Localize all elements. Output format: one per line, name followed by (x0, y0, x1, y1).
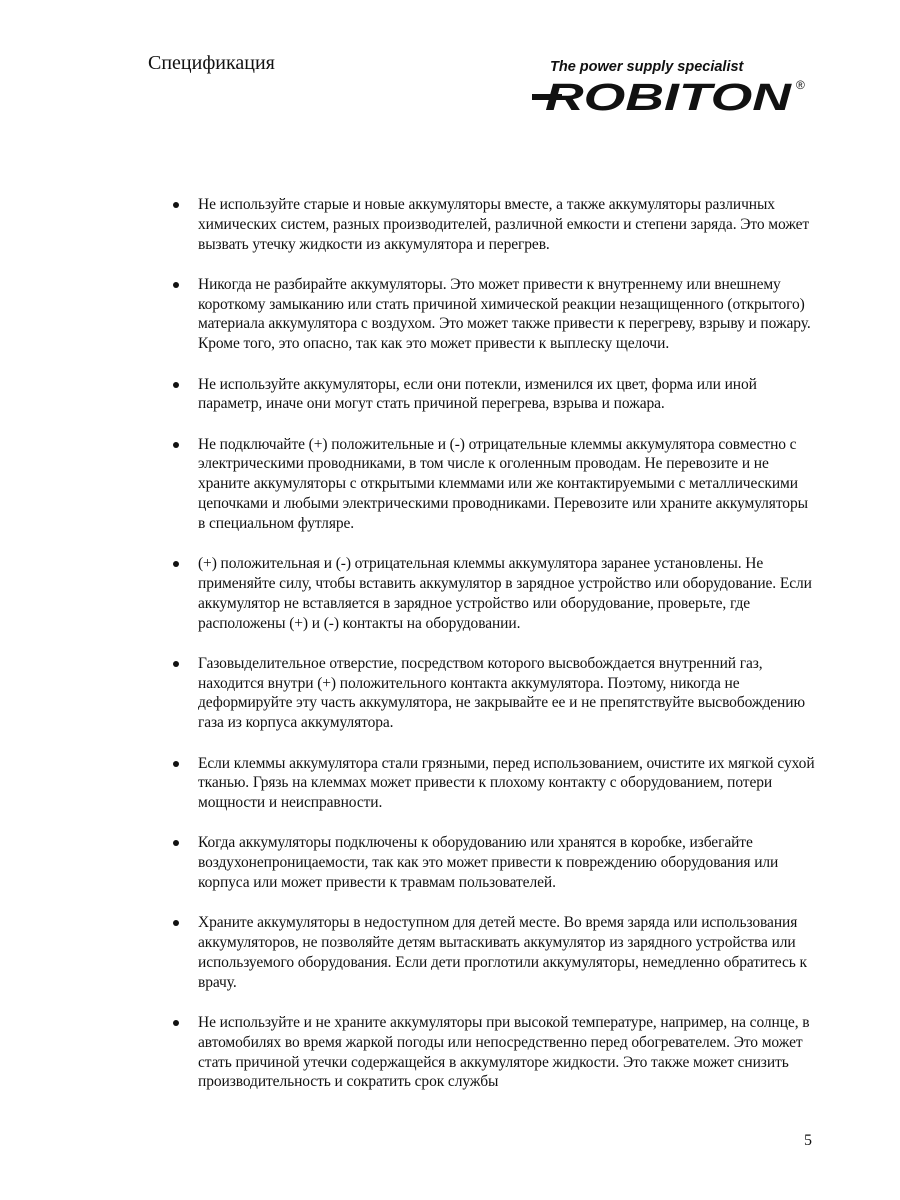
list-item (168, 435, 818, 534)
bullet-icon (173, 661, 179, 667)
bullet-icon (173, 382, 179, 388)
bullet-icon (173, 761, 179, 767)
list-item (168, 833, 818, 892)
list-item (168, 1013, 818, 1092)
list-item (168, 913, 818, 992)
page-title: Спецификация (148, 52, 275, 74)
bullet-icon (173, 442, 179, 448)
list-item (168, 195, 818, 254)
page-number: 5 (804, 1132, 812, 1149)
bullet-icon (173, 1020, 179, 1026)
bullet-icon (173, 920, 179, 926)
registered-mark: ® (796, 78, 805, 92)
logo-tagline: The power supply specialist (550, 59, 744, 75)
list-item (168, 754, 818, 813)
list-item-text: Газовыделительное отверстие, посредством которого высвобождается внутренний газ, находится внутри (+) положительного контакта аккумулятора. Поэтому, никогда не деформируйте эту часть аккумулятора, не закрывайте ее и не препятствуйте высвобождению газа из корпуса аккумулятора. (198, 654, 805, 732)
bullet-icon (173, 202, 179, 208)
bullet-icon (173, 840, 179, 846)
list-item-text: Если клеммы аккумулятора стали грязными, перед использованием, очистите их мягкой сухой тканью. Грязь на клеммах может привести к плохому контакту с оборудованием, потери мощности и неисправности. (198, 754, 815, 812)
list-item (168, 554, 818, 633)
list-item-text: (+) положительная и (-) отрицательная клеммы аккумулятора заранее установлены. Не применяйте силу, чтобы вставить аккумулятор в зарядное устройство или оборудование. Если аккумулятор не вставляется в зарядное устройство или оборудование, проверьте, где расположены (+) и (-) контакты на оборудовании. (198, 555, 812, 632)
list-item (168, 275, 818, 354)
list-item-text: Не используйте аккумуляторы, если они потекли, изменился их цвет, форма или иной параметр, иначе они могут стать причиной перегрева, взрыва и пожара. (198, 375, 757, 413)
bullet-icon (173, 282, 179, 288)
list-item-text: Не используйте старые и новые аккумуляторы вместе, а также аккумуляторы различных химических систем, разных производителей, различной емкости и степени заряда. Это может вызвать утечку жидкости из аккумулятора и перегрев. (198, 196, 810, 253)
robiton-logo-mark (532, 76, 812, 116)
list-item-text: Никогда не разбирайте аккумуляторы. Это может привести к внутреннему или внешнему короткому замыканию или стать причиной химической реакции незащищенного (открытого) материала аккумулятора с воздухом. Это может также привести к перегреву, взрыву и пожару. Кроме того, это опасно, так как это может привести к выплеску щелочи. (198, 275, 811, 353)
safety-bullet-list (168, 195, 818, 1113)
logo-brand: ROBITON (545, 77, 794, 116)
robiton-logo (532, 58, 812, 118)
list-item-text: Не подключайте (+) положительные и (-) отрицательные клеммы аккумулятора совместно с электрическими проводниками, в том числе к оголенным проводам. Не перевозите и не храните аккумуляторы с открытыми клеммами или же контактируемыми с металлическими цепочками и любыми электрическими проводниками. Перевозите или храните аккумуляторы в специальном футляре. (198, 435, 808, 532)
bullet-icon (173, 561, 179, 567)
list-item-text: Когда аккумуляторы подключены к оборудованию или хранятся в коробке, избегайте воздухонепроницаемости, так как это может привести к повреждению оборудования или корпуса или может привести к травмам пользователей. (198, 834, 779, 892)
list-item-text: Не используйте и не храните аккумуляторы при высокой температуре, например, на солнце, в автомобилях во время жаркой погоды или непосредственно перед обогревателем. Это может стать причиной утечки содержащейся в аккумуляторе жидкости. Это также может снизить производительность и сократить срок службы (198, 1014, 810, 1091)
list-item-text: Храните аккумуляторы в недоступном для детей месте. Во время заряда или использования аккумуляторов, не позволяйте детям вытаскивать аккумулятор из зарядного устройства или используемого оборудования. Если дети проглотили аккумуляторы, немедленно обратитесь к врачу. (198, 914, 807, 991)
list-item (168, 375, 818, 415)
list-item (168, 654, 818, 733)
